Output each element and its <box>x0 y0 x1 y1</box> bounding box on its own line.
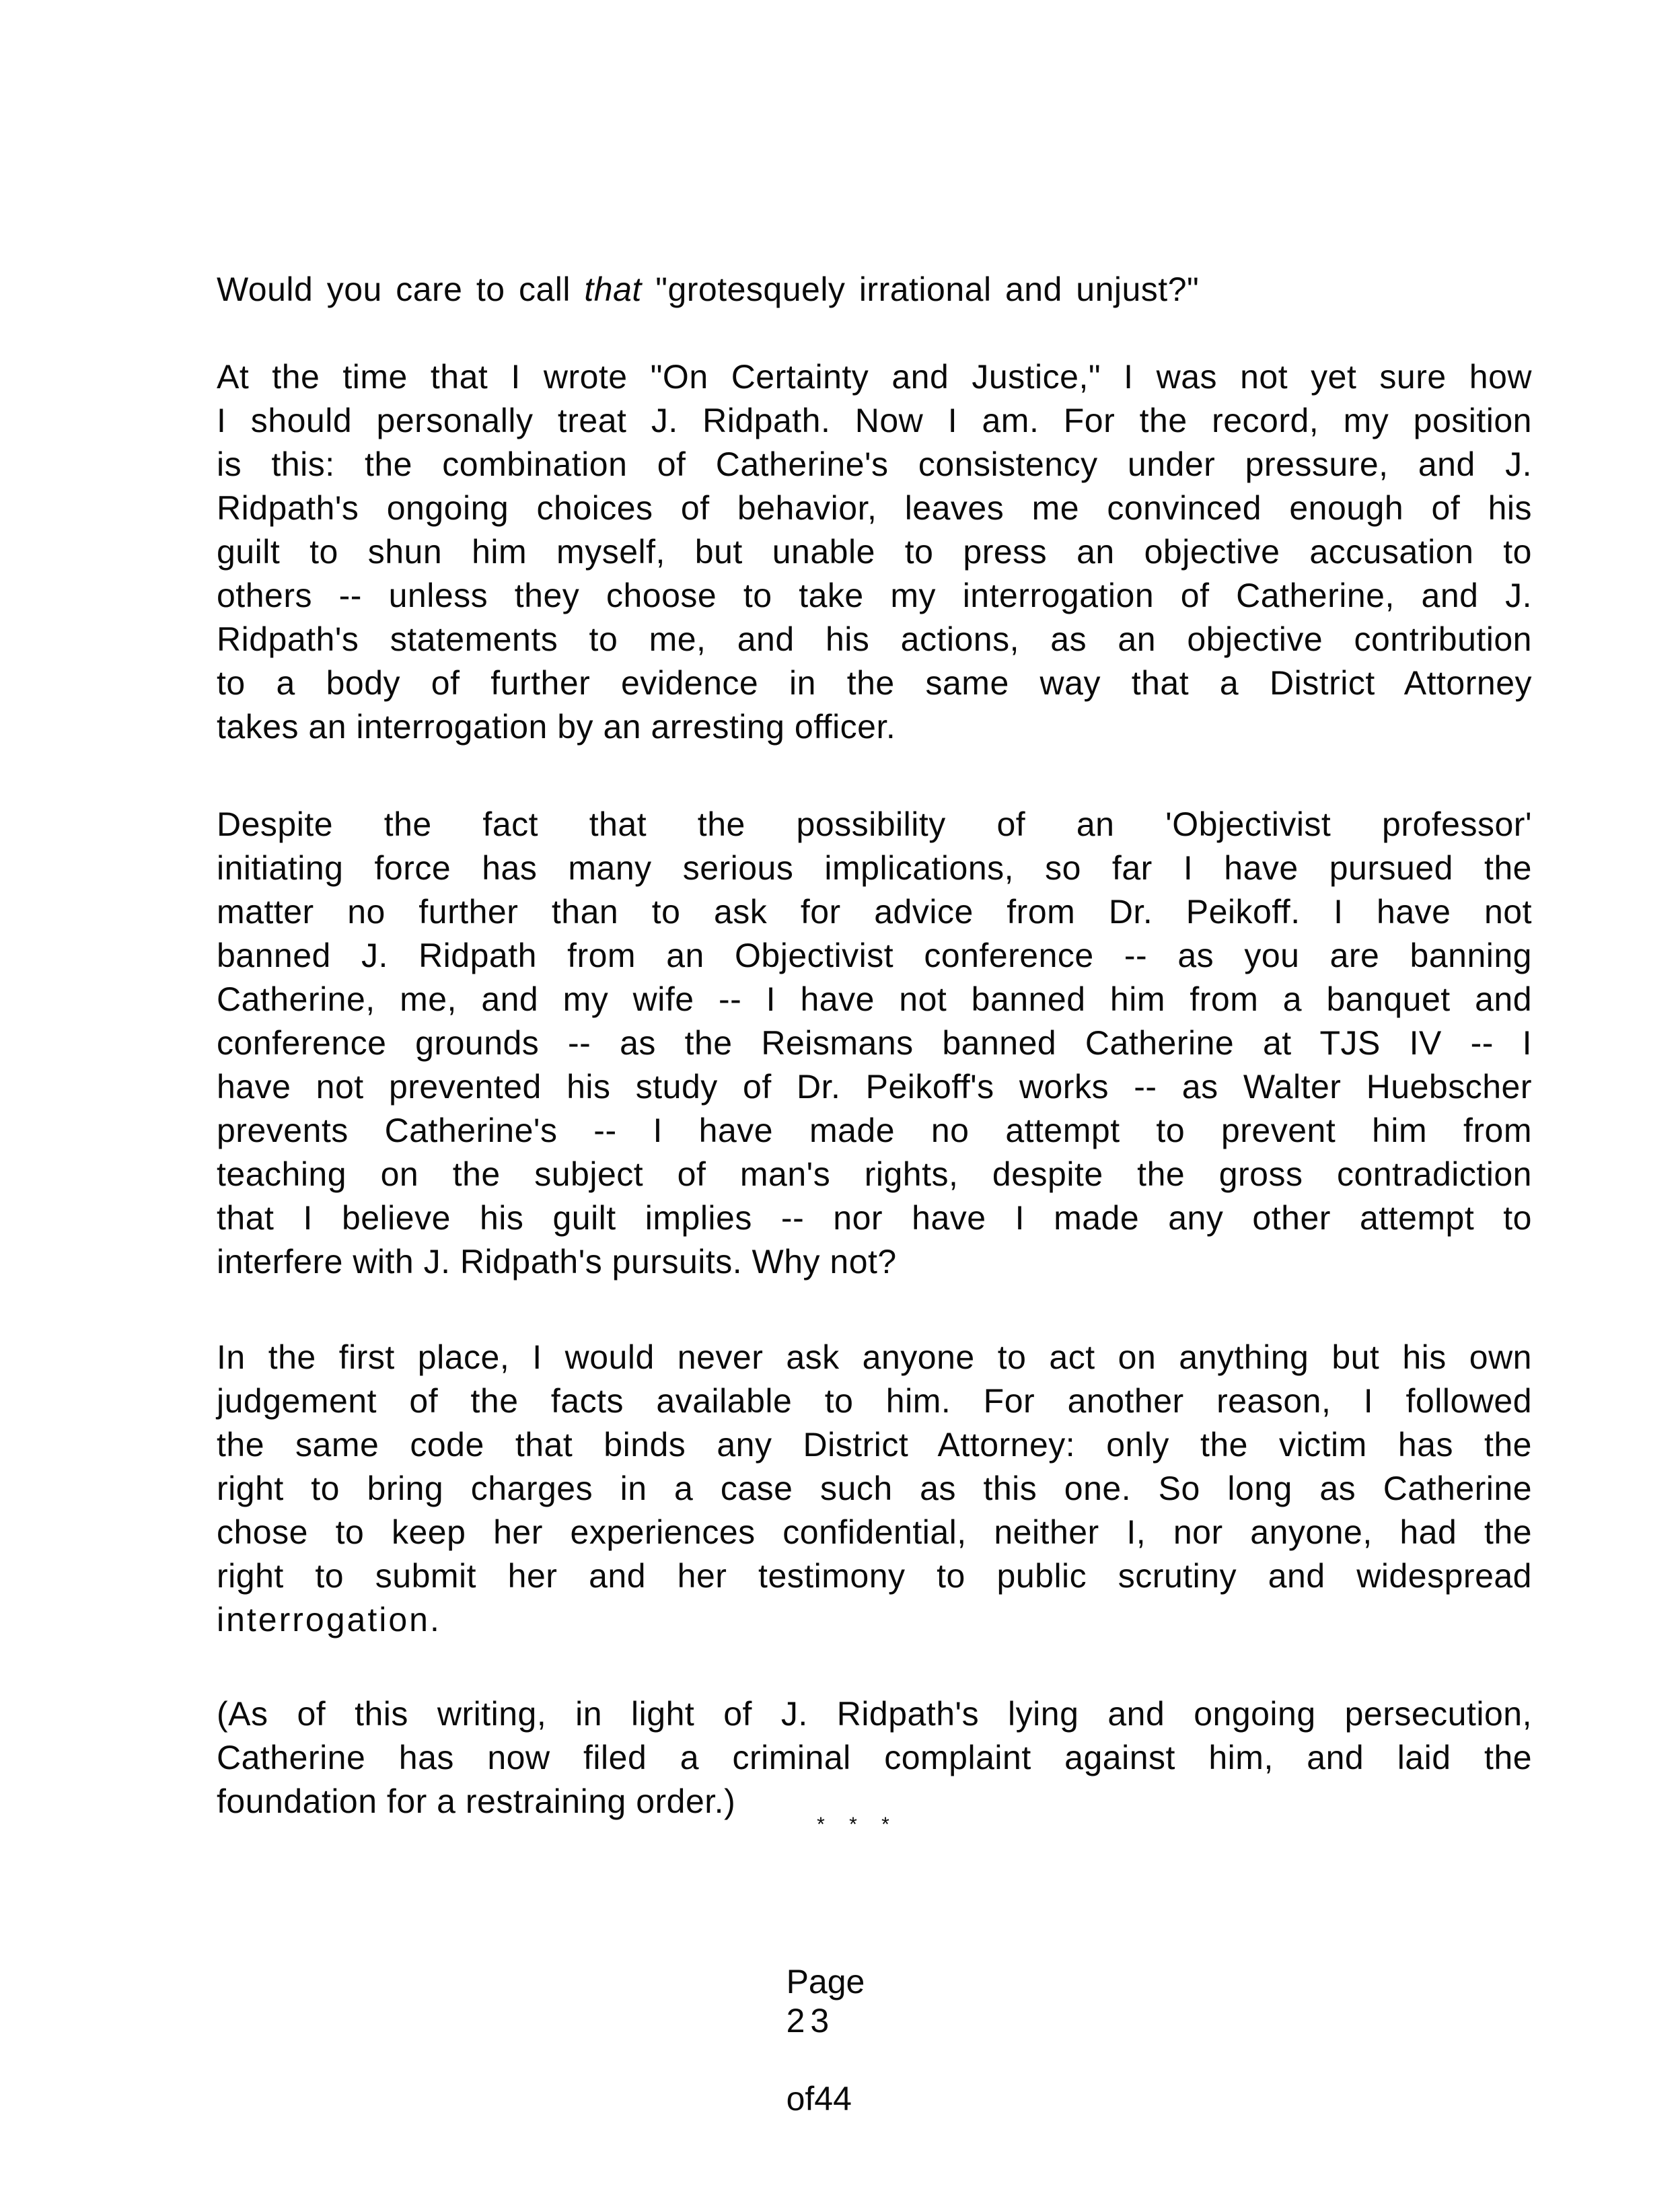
text-line: Ridpath's ongoing choices of behavior, leaves me convinced enough of his <box>217 489 1532 527</box>
italic-emphasis: that <box>584 271 642 308</box>
text-line: At the time that I wrote "On Certainty and Justice," I was not yet sure how <box>217 358 1532 396</box>
page-label: Page <box>786 1963 865 2000</box>
text-line: banned J. Ridpath from an Objectivist conference -- as you are banning <box>217 937 1532 974</box>
text-run: Would you care to call <box>217 271 585 308</box>
paragraph-5 <box>217 1692 1532 1824</box>
text-line: interfere with J. Ridpath's pursuits. Why not? <box>217 1243 897 1281</box>
section-break: * * * <box>817 1813 899 1836</box>
text-line: judgement of the facts available to him. For another reason, I followed <box>217 1382 1532 1420</box>
text-line: that I believe his guilt implies -- nor have I made any other attempt to <box>217 1199 1532 1237</box>
text-line: initiating force has many serious implications, so far I have pursued the <box>217 849 1532 887</box>
of-label: of <box>786 2080 815 2118</box>
total-pages: 44 <box>814 2080 852 2118</box>
text-line: In the first place, I would never ask anyone to act on anything but his own <box>217 1338 1532 1376</box>
text-line <box>217 268 1532 312</box>
text-line: conference grounds -- as the Reismans banned Catherine at TJS IV -- I <box>217 1024 1532 1062</box>
paragraph-4 <box>217 1336 1532 1642</box>
text-line: Despite the fact that the possibility of an 'Objectivist professor' <box>217 805 1532 843</box>
paragraph-1 <box>217 268 1532 312</box>
text-line: (As of this writing, in light of J. Ridpath's lying and ongoing persecution, <box>217 1695 1532 1733</box>
text-line: right to submit her and her testimony to public scrutiny and widespread <box>217 1557 1532 1595</box>
text-line: to a body of further evidence in the same way that a District Attorney <box>217 664 1532 702</box>
text-line: is this: the combination of Catherine's consistency under pressure, and J. <box>217 445 1532 483</box>
text-line: guilt to shun him myself, but unable to press an objective accusation to <box>217 533 1532 571</box>
text-line: others -- unless they choose to take my interrogation of Catherine, and J. <box>217 577 1532 614</box>
text-line: prevents Catherine's -- I have made no attempt to prevent him from <box>217 1112 1532 1149</box>
text-line: right to bring charges in a case such as this one. So long as Catherine <box>217 1470 1532 1507</box>
page-number: 23 <box>786 2002 835 2040</box>
text-line: takes an interrogation by an arresting officer. <box>217 708 896 746</box>
text-line: Catherine, me, and my wife -- I have not banned him from a banquet and <box>217 980 1532 1018</box>
text-line: have not prevented his study of Dr. Peikoff's works -- as Walter Huebscher <box>217 1068 1532 1106</box>
paragraph-2 <box>217 355 1532 749</box>
text-line: foundation for a restraining order.) <box>217 1782 736 1820</box>
text-line: chose to keep her experiences confidential, neither I, nor anyone, had the <box>217 1513 1532 1551</box>
text-line: I should personally treat J. Ridpath. Now I am. For the record, my position <box>217 402 1532 439</box>
text-line: interrogation. <box>217 1601 441 1638</box>
text-line: Catherine has now filed a criminal complaint against him, and laid the <box>217 1739 1532 1776</box>
paragraph-3 <box>217 803 1532 1284</box>
text-line: teaching on the subject of man's rights, despite the gross contradiction <box>217 1155 1532 1193</box>
page-footer <box>749 1923 865 2157</box>
text-line: Ridpath's statements to me, and his actions, as an objective contribution <box>217 620 1532 658</box>
text-line: matter no further than to ask for advice from Dr. Peikoff. I have not <box>217 893 1532 931</box>
text-run: "grotesquely irrational and unjust?" <box>641 271 1200 308</box>
text-line: the same code that binds any District Attorney: only the victim has the <box>217 1426 1532 1464</box>
